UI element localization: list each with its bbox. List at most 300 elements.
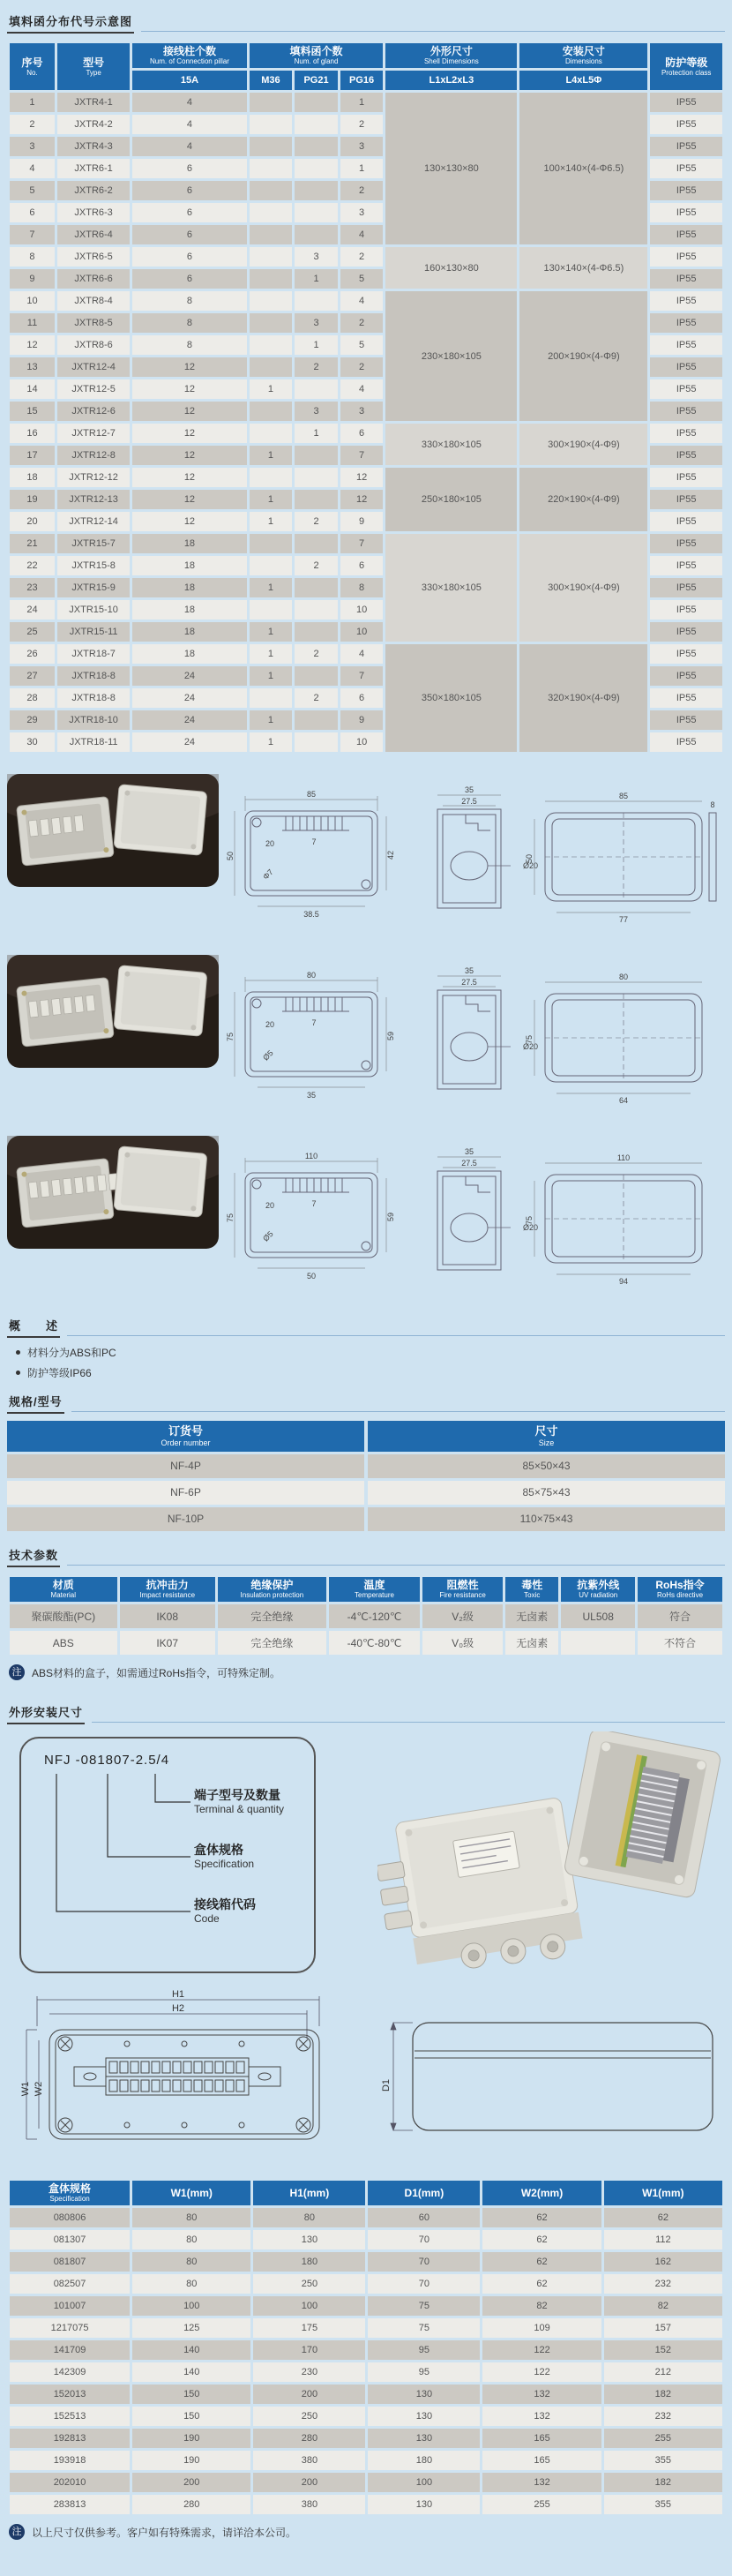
table-cell	[250, 159, 293, 178]
svg-text:Ø20: Ø20	[523, 1223, 539, 1232]
protection-cell: IP55	[650, 313, 722, 333]
size-col-header: W2(mm)	[482, 2181, 601, 2205]
table-cell: 62	[482, 2252, 601, 2272]
table-cell: 140	[132, 2362, 250, 2382]
table-cell	[295, 490, 338, 509]
table-cell: 200	[253, 2384, 365, 2404]
table-cell: 080806	[10, 2208, 130, 2227]
table-cell: 不符合	[638, 1631, 722, 1655]
svg-text:27.5: 27.5	[461, 1159, 477, 1168]
size-header: 尺寸 Size	[368, 1421, 725, 1452]
section-title-text: 外形安装尺寸	[7, 1703, 85, 1724]
table-cell: 130	[368, 2407, 480, 2426]
product-row-2	[7, 955, 725, 1118]
shell-dimension-cell: 160×130×80	[385, 247, 517, 289]
box-size-header-row	[10, 2181, 722, 2205]
table-cell: 355	[604, 2495, 722, 2514]
protection-cell: IP55	[650, 424, 722, 443]
section-title-text: 填料函分布代号示意图	[7, 12, 134, 34]
section-title-tech	[7, 1546, 725, 1567]
table-cell: 132	[482, 2473, 601, 2492]
table-cell: 5	[340, 335, 384, 355]
table-cell: 132	[482, 2384, 601, 2404]
tech-col-header: 抗冲击力 Impact resistance	[120, 1577, 215, 1602]
gland-table-row	[10, 534, 722, 553]
table-cell	[295, 93, 338, 112]
size-cell: 85×50×43	[368, 1454, 725, 1478]
product-row-1	[7, 774, 725, 937]
protection-cell: IP55	[650, 225, 722, 244]
open-box-photo	[549, 1731, 730, 1899]
svg-text:75: 75	[226, 1213, 235, 1223]
table-cell: 2	[295, 512, 338, 531]
table-cell: 2	[295, 556, 338, 575]
size-col-header: H1(mm)	[253, 2181, 365, 2205]
subheader-pg16: PG16	[340, 71, 384, 90]
tech-col-header: 阻燃性 Fire resistance	[422, 1577, 503, 1602]
table-cell: 3	[10, 137, 55, 156]
table-cell: 380	[253, 2451, 365, 2470]
title-rule	[67, 1565, 725, 1566]
svg-text:20: 20	[265, 839, 275, 848]
protection-cell: IP55	[650, 644, 722, 664]
protection-cell: IP55	[650, 115, 722, 134]
mount-dimension-cell: 220×190×(4-Φ9)	[519, 468, 647, 531]
table-cell	[250, 688, 293, 708]
open-box-photo-image	[549, 1731, 730, 1899]
mounting-graphics	[7, 1731, 725, 2173]
table-cell: 1	[295, 269, 338, 289]
box-size-body	[10, 2208, 722, 2514]
table-cell: 10	[340, 600, 384, 620]
table-cell: JXTR8-5	[57, 313, 130, 333]
table-cell	[250, 600, 293, 620]
table-cell: 62	[604, 2208, 722, 2227]
svg-text:Ø5: Ø5	[261, 1229, 275, 1243]
table-cell: JXTR12-14	[57, 512, 130, 531]
svg-text:7: 7	[311, 1199, 317, 1208]
table-cell: 2	[295, 357, 338, 377]
table-cell: 192813	[10, 2429, 130, 2448]
table-cell: 60	[368, 2208, 480, 2227]
table-cell: 7	[340, 534, 384, 553]
table-cell: -40℃-80℃	[329, 1631, 420, 1655]
table-cell: JXTR4-2	[57, 115, 130, 134]
table-cell: 27	[10, 666, 55, 686]
table-cell: 1	[250, 446, 293, 465]
subheader-15a: 15A	[132, 71, 246, 90]
svg-text:50: 50	[226, 851, 235, 861]
protection-cell: IP55	[650, 93, 722, 112]
table-cell: JXTR6-5	[57, 247, 130, 267]
box-size-row	[10, 2318, 722, 2338]
size-col-header-spec: 盒体规格 Specification	[10, 2181, 130, 2205]
side-view-drawing-image	[377, 2012, 730, 2144]
svg-text:75: 75	[525, 1215, 534, 1226]
table-cell	[295, 446, 338, 465]
tech-params-row	[10, 1604, 722, 1628]
box-size-row	[10, 2296, 722, 2316]
table-cell: 12	[132, 512, 246, 531]
table-cell: JXTR4-3	[57, 137, 130, 156]
table-cell: 3	[340, 137, 384, 156]
table-cell: 130	[368, 2429, 480, 2448]
table-cell	[250, 357, 293, 377]
protection-cell: IP55	[650, 291, 722, 311]
table-cell: 70	[368, 2274, 480, 2294]
table-cell: 9	[10, 269, 55, 289]
table-cell: 80	[132, 2230, 250, 2249]
table-cell: 4	[340, 225, 384, 244]
table-cell: 4	[132, 137, 246, 156]
size-body	[368, 1454, 725, 1531]
protection-cell: IP55	[650, 666, 722, 686]
protection-cell: IP55	[650, 181, 722, 200]
tech-params-body	[10, 1604, 722, 1655]
table-cell: 24	[10, 600, 55, 620]
table-cell: 95	[368, 2362, 480, 2382]
box-size-row	[10, 2384, 722, 2404]
table-cell: 2	[340, 313, 384, 333]
table-cell: 3	[295, 402, 338, 421]
table-cell: 182	[604, 2384, 722, 2404]
product-drawings-block	[7, 774, 725, 1299]
table-cell: 12	[132, 446, 246, 465]
protection-cell: IP55	[650, 379, 722, 399]
protection-cell: IP55	[650, 556, 722, 575]
gland-table-body	[10, 93, 722, 752]
table-cell	[295, 600, 338, 620]
table-cell: 29	[10, 710, 55, 730]
svg-text:64: 64	[618, 1096, 629, 1105]
table-cell: JXTR18-7	[57, 644, 130, 664]
table-cell: 62	[482, 2274, 601, 2294]
table-cell: 5	[10, 181, 55, 200]
table-cell: 14	[10, 379, 55, 399]
mount-dimension-cell: 130×140×(4-Φ6.5)	[519, 247, 647, 289]
svg-text:59: 59	[386, 1031, 395, 1041]
table-cell: 5	[340, 269, 384, 289]
junction-box-photo	[7, 774, 219, 887]
table-cell: 212	[604, 2362, 722, 2382]
table-cell	[250, 424, 293, 443]
box-size-row	[10, 2274, 722, 2294]
title-rule	[71, 1411, 725, 1412]
bullet-material: 材料分为ABS和PC	[11, 1345, 725, 1360]
protection-cell: IP55	[650, 402, 722, 421]
protection-cell: IP55	[650, 600, 722, 620]
table-cell: 12	[132, 468, 246, 487]
table-cell	[295, 137, 338, 156]
table-cell: 28	[10, 688, 55, 708]
svg-text:110: 110	[616, 1153, 631, 1162]
table-cell: 24	[132, 688, 246, 708]
table-cell: 2	[340, 247, 384, 267]
table-cell	[250, 313, 293, 333]
tech-params-table	[7, 1574, 725, 1657]
protection-cell: IP55	[650, 247, 722, 267]
subheader-m36: M36	[250, 71, 293, 90]
table-cell: 12	[340, 468, 384, 487]
table-cell	[250, 247, 293, 267]
gland-table-row	[10, 468, 722, 487]
table-cell: 1	[250, 512, 293, 531]
table-cell: 157	[604, 2318, 722, 2338]
table-cell: 18	[132, 644, 246, 664]
order-number-column	[7, 1421, 364, 1534]
box-size-table	[7, 2178, 725, 2517]
table-cell: V₂级	[422, 1604, 503, 1628]
shell-dimension-cell: 330×180×105	[385, 534, 517, 642]
table-cell	[250, 335, 293, 355]
table-cell: JXTR12-8	[57, 446, 130, 465]
table-cell: 2	[295, 688, 338, 708]
table-cell: 62	[482, 2208, 601, 2227]
table-cell: JXTR15-8	[57, 556, 130, 575]
table-cell: 232	[604, 2407, 722, 2426]
tech-note: 注 ABS材料的盒子，如需通过RoHs指令，可特殊定制。	[9, 1664, 725, 1680]
svg-text:7: 7	[311, 1018, 317, 1027]
table-cell: 80	[253, 2208, 365, 2227]
table-cell: JXTR18-8	[57, 666, 130, 686]
bullet-dot-icon	[16, 1371, 20, 1375]
svg-text:75: 75	[226, 1032, 235, 1042]
table-cell: 1	[250, 379, 293, 399]
table-cell	[295, 666, 338, 686]
table-cell: 7	[10, 225, 55, 244]
table-cell: 355	[604, 2451, 722, 2470]
svg-text:27.5: 27.5	[461, 797, 477, 806]
table-cell: 24	[132, 666, 246, 686]
svg-text:38.5: 38.5	[303, 910, 319, 919]
order-code-text: NFJ -081807-2.5/4	[44, 1753, 170, 1768]
table-cell: 12	[340, 490, 384, 509]
table-cell: 30	[10, 732, 55, 752]
callout-lines	[21, 1739, 317, 1971]
table-cell: 165	[482, 2451, 601, 2470]
table-cell: 符合	[638, 1604, 722, 1628]
table-cell: 62	[482, 2230, 601, 2249]
table-cell	[250, 291, 293, 311]
table-cell: 8	[132, 313, 246, 333]
table-cell	[250, 534, 293, 553]
col-header-pillar: 接线柱个数 Num. of Connection pillar	[132, 43, 246, 68]
box-size-row	[10, 2340, 722, 2360]
callout-code: 接线箱代码 Code	[194, 1897, 256, 1925]
svg-text:59: 59	[386, 1212, 395, 1222]
table-cell: 112	[604, 2230, 722, 2249]
gland-table-row	[10, 93, 722, 112]
protection-cell: IP55	[650, 490, 722, 509]
table-cell: 6	[340, 424, 384, 443]
order-size-table	[7, 1421, 725, 1534]
table-cell	[250, 93, 293, 112]
table-cell: 250	[253, 2407, 365, 2426]
table-cell: 280	[253, 2429, 365, 2448]
table-cell	[295, 159, 338, 178]
table-cell: 1	[340, 93, 384, 112]
dimension-drawing	[226, 774, 720, 933]
table-cell: -4℃-120℃	[329, 1604, 420, 1628]
junction-box-photo	[7, 955, 219, 1068]
table-cell: 255	[482, 2495, 601, 2514]
table-cell: 142309	[10, 2362, 130, 2382]
table-cell: 8	[132, 335, 246, 355]
table-cell: 18	[132, 534, 246, 553]
table-cell	[250, 181, 293, 200]
col-header-protection: 防护等级 Protection class	[650, 43, 722, 90]
table-cell: 162	[604, 2252, 722, 2272]
table-cell: JXTR8-6	[57, 335, 130, 355]
tech-col-header: RoHs指令 RoHs directive	[638, 1577, 722, 1602]
table-cell: 1	[295, 335, 338, 355]
svg-text:20: 20	[265, 1201, 275, 1210]
table-cell	[295, 468, 338, 487]
protection-cell: IP55	[650, 468, 722, 487]
bullet-protection: 防护等级IP66	[11, 1365, 725, 1380]
table-cell: 7	[340, 666, 384, 686]
svg-text:50: 50	[306, 1272, 317, 1280]
shell-dimension-cell: 230×180×105	[385, 291, 517, 421]
svg-text:35: 35	[464, 785, 474, 794]
col-header-gland: 填料函个数 Num. of gland	[250, 43, 384, 68]
table-cell: 1	[250, 732, 293, 752]
table-cell: 26	[10, 644, 55, 664]
svg-text:85: 85	[306, 790, 317, 799]
table-cell: 1	[250, 644, 293, 664]
table-cell: JXTR15-10	[57, 600, 130, 620]
product-photo-large	[7, 1136, 219, 1249]
tech-col-header: 抗紫外线 UV radiation	[561, 1577, 635, 1602]
table-cell: 24	[132, 732, 246, 752]
protection-cell: IP55	[650, 269, 722, 289]
table-cell: 6	[10, 203, 55, 222]
gland-table-row	[10, 644, 722, 664]
table-cell: 6	[340, 688, 384, 708]
svg-text:20: 20	[265, 1020, 275, 1029]
section-title-spec	[7, 1393, 725, 1414]
svg-text:35: 35	[464, 1147, 474, 1156]
subheader-l4l5: L4xL5Φ	[519, 71, 647, 90]
protection-cell: IP55	[650, 688, 722, 708]
protection-cell: IP55	[650, 137, 722, 156]
table-cell: 081307	[10, 2230, 130, 2249]
table-cell: 4	[340, 291, 384, 311]
table-cell	[250, 269, 293, 289]
size-column	[368, 1421, 725, 1534]
size-cell: 110×75×43	[368, 1507, 725, 1531]
table-cell: 152013	[10, 2384, 130, 2404]
order-number-header: 订货号 Order number	[7, 1421, 364, 1452]
table-cell: 无卤素	[505, 1631, 558, 1655]
col-header-type: 型号 Type	[57, 43, 130, 90]
table-cell: 1	[250, 622, 293, 642]
table-cell: IK07	[120, 1631, 215, 1655]
table-cell: 13	[10, 357, 55, 377]
table-cell: JXTR6-2	[57, 181, 130, 200]
section-title-overview	[7, 1317, 725, 1338]
table-cell: 18	[132, 600, 246, 620]
title-rule	[92, 1722, 725, 1723]
box-size-row	[10, 2208, 722, 2227]
shell-dimension-cell: 130×130×80	[385, 93, 517, 244]
dimension-drawing	[226, 955, 720, 1114]
table-cell: 190	[132, 2429, 250, 2448]
table-cell: 21	[10, 534, 55, 553]
table-cell: 1	[295, 424, 338, 443]
side-view-drawing	[377, 2012, 730, 2144]
table-cell: 150	[132, 2384, 250, 2404]
table-cell: 100	[253, 2296, 365, 2316]
table-cell: 122	[482, 2362, 601, 2382]
box-size-row	[10, 2429, 722, 2448]
table-cell: 80	[132, 2252, 250, 2272]
table-cell: V₀级	[422, 1631, 503, 1655]
svg-text:Ø5: Ø5	[261, 1048, 275, 1063]
table-cell: 180	[368, 2451, 480, 2470]
table-cell: 132	[482, 2407, 601, 2426]
order-number-cell: NF-6P	[7, 1481, 364, 1505]
table-cell: 70	[368, 2230, 480, 2249]
svg-text:85: 85	[618, 792, 629, 800]
table-cell: 17	[10, 446, 55, 465]
table-cell: 12	[10, 335, 55, 355]
table-cell	[250, 203, 293, 222]
svg-text:7: 7	[311, 837, 317, 846]
table-cell: 082507	[10, 2274, 130, 2294]
table-cell: 250	[253, 2274, 365, 2294]
table-cell: 10	[10, 291, 55, 311]
table-cell: 1	[10, 93, 55, 112]
callout-terminal: 端子型号及数量 Terminal & quantity	[194, 1788, 285, 1815]
table-cell: 130	[253, 2230, 365, 2249]
table-cell: 255	[604, 2429, 722, 2448]
table-cell	[295, 622, 338, 642]
table-cell: 6	[132, 225, 246, 244]
table-cell: 2	[295, 644, 338, 664]
svg-text:75: 75	[525, 1034, 534, 1045]
table-cell: 182	[604, 2473, 722, 2492]
table-cell: 230	[253, 2362, 365, 2382]
table-cell: 200	[132, 2473, 250, 2492]
shell-dimension-cell: 330×180×105	[385, 424, 517, 465]
table-cell: 081807	[10, 2252, 130, 2272]
table-cell: 1217075	[10, 2318, 130, 2338]
box-size-row	[10, 2473, 722, 2492]
table-cell: 完全绝缘	[218, 1604, 326, 1628]
table-cell: 82	[604, 2296, 722, 2316]
table-cell: 2	[340, 115, 384, 134]
table-cell: UL508	[561, 1604, 635, 1628]
order-number-cell: NF-4P	[7, 1454, 364, 1478]
tech-col-header: 毒性 Toxic	[505, 1577, 558, 1602]
table-cell: 24	[132, 710, 246, 730]
table-cell: JXTR15-9	[57, 578, 130, 597]
table-cell: JXTR6-3	[57, 203, 130, 222]
table-cell	[295, 203, 338, 222]
tech-col-header: 绝缘保护 Insulation protection	[218, 1577, 326, 1602]
box-size-row	[10, 2252, 722, 2272]
table-cell: 141709	[10, 2340, 130, 2360]
svg-text:110: 110	[304, 1152, 318, 1160]
table-cell	[295, 534, 338, 553]
table-cell	[295, 181, 338, 200]
svg-text:35: 35	[464, 966, 474, 975]
table-cell: 6	[132, 159, 246, 178]
protection-cell: IP55	[650, 710, 722, 730]
table-cell	[250, 556, 293, 575]
table-cell	[250, 137, 293, 156]
